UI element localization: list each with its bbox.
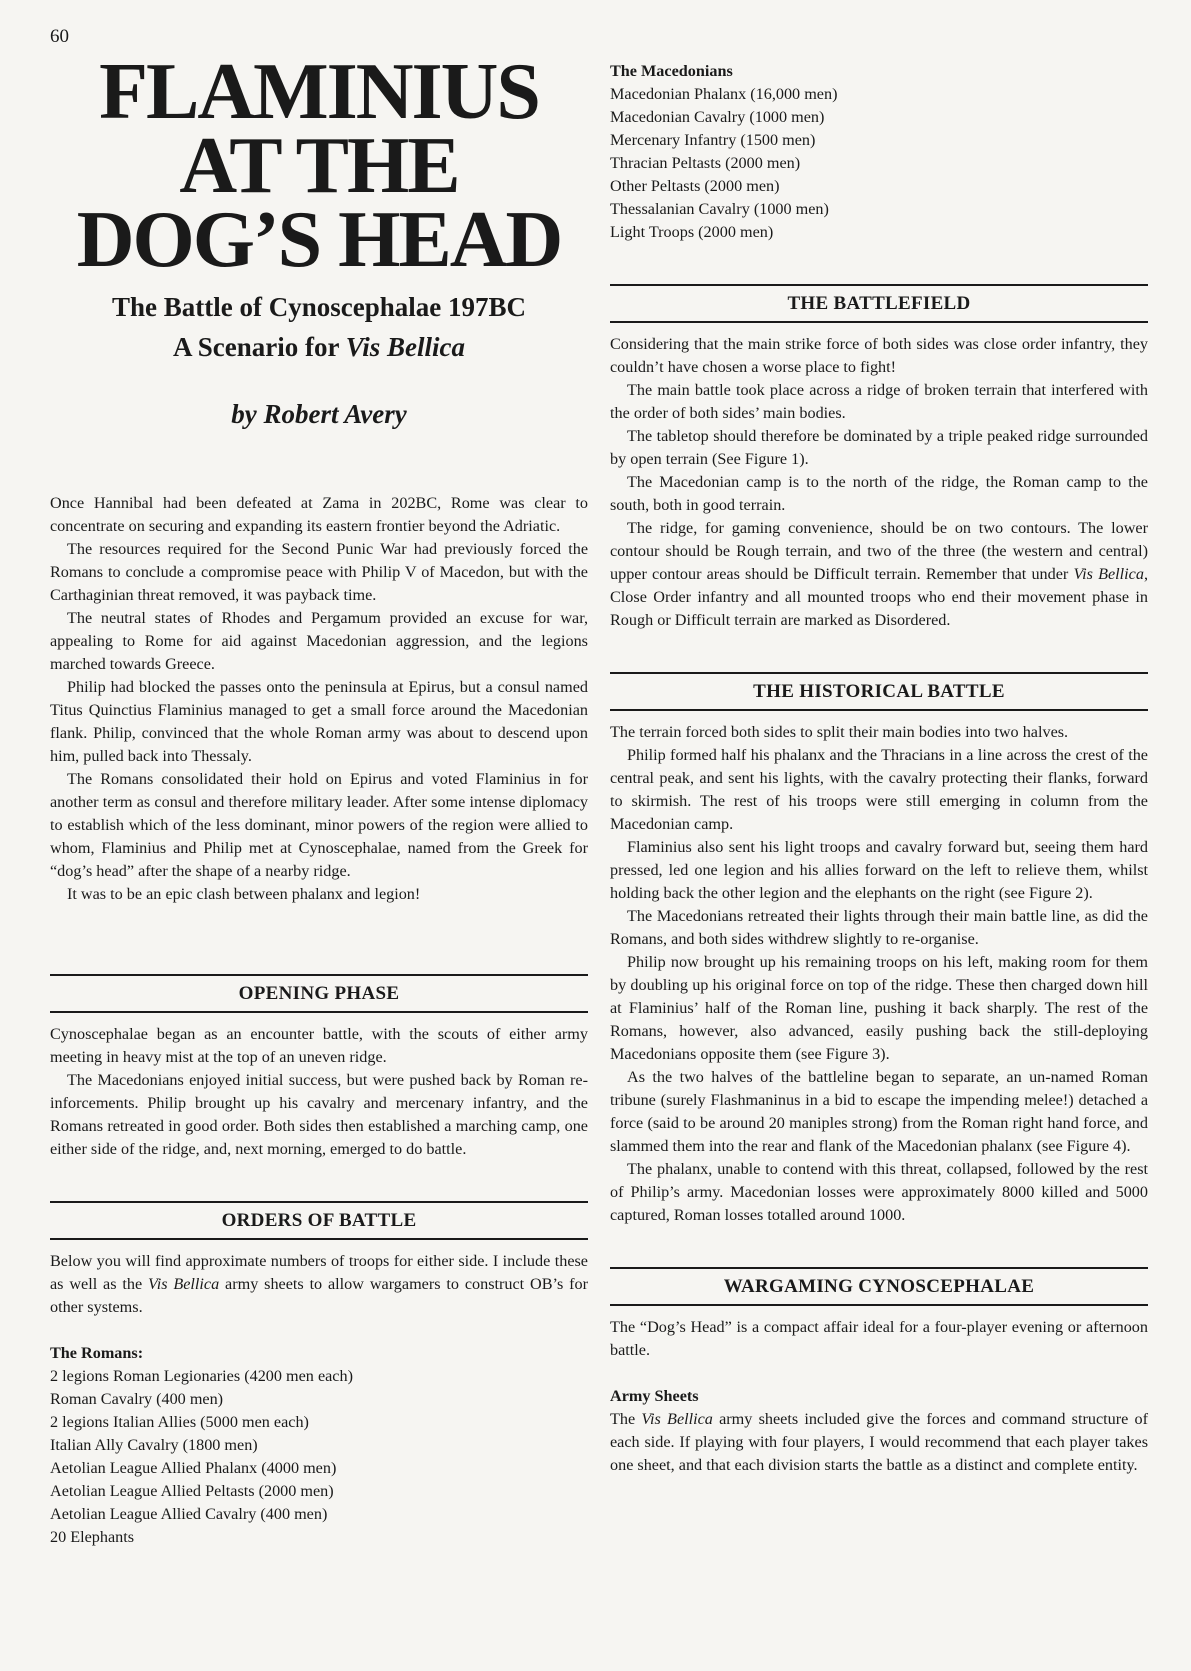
opening-phase-heading: OPENING PHASE: [50, 974, 588, 1013]
subtitle-prefix: A Scenario for: [173, 332, 346, 362]
army-sheets-game-name: Vis Bellica: [641, 1410, 713, 1428]
orders-intro-part2: army sheets to allow wargamers to construct OB’s for other systems.: [50, 1275, 589, 1316]
army-sheets-heading: Army Sheets: [610, 1387, 699, 1405]
historical-battle-heading: THE HISTORICAL BATTLE: [610, 672, 1148, 711]
section-paragraph: Philip formed half his phalanx and the Thracians in a line across the crest of the central peak, and sent his lights, with the cavalry protecting their flanks, forward to skirmish. The rest of his troops were still emerging in column from the Macedonian camp.: [610, 746, 1148, 833]
macedonian-unit: Thracian Peltasts (2000 men): [610, 154, 801, 172]
macedonians-heading: The Macedonians: [610, 62, 733, 80]
battlefield-last-part1: The ridge, for gaming convenience, should be on two contours. The lower contour should be Rough terrain, and two of the three (the western and central) upper contour areas should be Difficult terrain. Remember that under: [610, 519, 1148, 583]
army-sheets-paragraph: [610, 1408, 1148, 1477]
article-title: [50, 48, 588, 284]
roman-unit: Aetolian League Allied Peltasts (2000 men): [50, 1482, 334, 1500]
section-paragraph: Flaminius also sent his light troops and cavalry forward but, seeing them hard pressed, led one legion and his allies forward on the left to relieve them, whilst holding back the other legion and the elephants on the right (see Figure 2).: [610, 838, 1148, 902]
orders-intro-part1: Below you will find approximate numbers of troops for either side. I include these as well as the: [50, 1252, 588, 1293]
intro-paragraph: It was to be an epic clash between phalanx and legion!: [67, 885, 421, 903]
left-column: [50, 48, 589, 1549]
section-paragraph: As the two halves of the battleline began to separate, an un-named Roman tribune (surely Flashmaninus in a bid to escape the impending melee!) detached a force (said to be around 20 maniples strong) from the Roman right hand force, and slammed them into the rear and flank of the Macedonian phalanx (see Figure 4).: [610, 1068, 1148, 1155]
army-sheets-part1: The: [610, 1410, 642, 1428]
romans-heading: The Romans:: [50, 1344, 144, 1362]
historical-battle-section: [610, 672, 1148, 1227]
battlefield-section: [610, 284, 1148, 632]
section-paragraph: The Macedonian camp is to the north of the ridge, the Roman camp to the south, both in good terrain.: [610, 473, 1148, 514]
title-line-2: AT THE: [179, 122, 459, 210]
section-paragraph: The terrain forced both sides to split their main bodies into two halves.: [610, 723, 1069, 741]
intro-paragraph: The Romans consolidated their hold on Epirus and voted Flaminius in for another term as consul and therefore military leader. After some intense diplomacy to establish which of the less dominant, minor powers of the region were allied to whom, Flaminius and Philip met at Cynoscephalae, named from the Greek for “dog’s head” after the shape of a nearby ridge.: [50, 770, 588, 880]
macedonian-unit: Macedonian Cavalry (1000 men): [610, 108, 825, 126]
section-paragraph: The tabletop should therefore be dominated by a triple peaked ridge surrounded by open terrain (See Figure 1).: [610, 427, 1148, 468]
roman-unit: Aetolian League Allied Phalanx (4000 men): [50, 1459, 337, 1477]
roman-unit: Roman Cavalry (400 men): [50, 1390, 224, 1408]
byline: by Robert Avery: [231, 399, 407, 429]
intro-paragraph: Once Hannibal had been defeated at Zama in 202BC, Rome was clear to concentrate on securing and expanding its eastern frontier beyond the Adriatic.: [50, 494, 588, 535]
intro-paragraph: The neutral states of Rhodes and Pergamum provided an excuse for war, appealing to Rome for aid against Macedonian aggression, and the legions marched towards Greece.: [50, 609, 588, 673]
macedonian-unit: Other Peltasts (2000 men): [610, 177, 780, 195]
right-column: [610, 60, 1148, 1477]
roman-unit: 2 legions Roman Legionaries (4200 men each): [50, 1367, 353, 1385]
intro-paragraph: The resources required for the Second Punic War had previously forced the Romans to conclude a compromise peace with Philip V of Macedon, but with the Carthaginian threat removed, it was payback time.: [50, 540, 588, 604]
wargaming-section: [610, 1267, 1148, 1477]
macedonians-list: [610, 60, 1148, 244]
macedonian-unit: Macedonian Phalanx (16,000 men): [610, 85, 838, 103]
section-paragraph: Cynoscephalae began as an encounter battle, with the scouts of either army meeting in heavy mist at the top of an uneven ridge.: [50, 1025, 588, 1066]
title-line-3: DOG’S HEAD: [76, 196, 562, 284]
orders-of-battle-section: [50, 1201, 588, 1549]
roman-unit: 20 Elephants: [50, 1528, 135, 1546]
macedonian-unit: Thessalanian Cavalry (1000 men): [610, 200, 829, 218]
battlefield-game-name: Vis Bellica: [1073, 565, 1144, 583]
wargaming-intro: The “Dog’s Head” is a compact affair ideal for a four-player evening or afternoon battle.: [610, 1318, 1148, 1359]
section-paragraph: The main battle took place across a ridge of broken terrain that interfered with the order of both sides’ main bodies.: [610, 381, 1148, 422]
intro-paragraph: Philip had blocked the passes onto the peninsula at Epirus, but a consul named Titus Quinctius Flaminius managed to get a small force around the Macedonian flank. Philip, convinced that the whole Roman army was about to descend upon him, pulled back into Thessaly.: [50, 678, 588, 765]
macedonian-unit: Mercenary Infantry (1500 men): [610, 131, 816, 149]
battlefield-heading: THE BATTLEFIELD: [610, 284, 1148, 323]
article-subtitle: [50, 287, 588, 367]
romans-list: [50, 1342, 588, 1549]
wargaming-heading: WARGAMING CYNOSCEPHALAE: [610, 1267, 1148, 1306]
section-paragraph: Considering that the main strike force of both sides was close order infantry, they couldn’t have chosen a worse place to fight!: [610, 335, 1148, 376]
macedonian-unit: Light Troops (2000 men): [610, 223, 774, 241]
army-sheets-part2: army sheets included give the forces and command structure of each side. If playing with four players, I would recommend that each player takes one sheet, and that each division starts the battle as a distinct and complete entity.: [610, 1410, 1148, 1474]
battlefield-last-part2: , Close Order infantry and all mounted troops who end their movement phase in Rough or Difficult terrain are marked as Disordered.: [610, 565, 1148, 629]
article-header: [50, 48, 588, 430]
orders-of-battle-heading: ORDERS OF BATTLE: [50, 1201, 588, 1240]
section-paragraph: The phalanx, unable to contend with this threat, collapsed, followed by the rest of Philip’s army. Macedonian losses were approximately 8000 killed and 5000 captured, Roman losses totalled around 1000.: [610, 1160, 1148, 1224]
roman-unit: Italian Ally Cavalry (1800 men): [50, 1436, 258, 1454]
roman-unit: 2 legions Italian Allies (5000 men each): [50, 1413, 309, 1431]
page-number: 60: [50, 26, 69, 47]
orders-intro-game-name: Vis Bellica: [148, 1275, 220, 1293]
section-paragraph: The Macedonians retreated their lights through their main battle line, as did the Romans, and both sides withdrew slightly to re-organise.: [610, 907, 1148, 948]
intro-section: [50, 492, 588, 906]
subtitle-game-name: Vis Bellica: [345, 332, 465, 362]
section-paragraph: [610, 517, 1148, 632]
subtitle-line-2: [50, 327, 588, 367]
opening-phase-section: [50, 974, 588, 1161]
subtitle-line-1: The Battle of Cynoscephalae 197BC: [112, 292, 526, 322]
section-paragraph: Philip now brought up his remaining troops on his left, making room for them by doubling up his original force on top of the ridge. These then charged down hill at Flaminius’ half of the Roman line, pushing it back sharply. The rest of the Romans, however, also advanced, easily pushing back the still-deploying Macedonians opposite them (see Figure 3).: [610, 953, 1148, 1063]
title-line-1: FLAMINIUS: [99, 48, 539, 136]
roman-unit: Aetolian League Allied Cavalry (400 men): [50, 1505, 328, 1523]
section-paragraph: The Macedonians enjoyed initial success, but were pushed back by Roman re-inforcements. Philip brought up his cavalry and mercenary infantry, and the Romans retreated in good order. Both sides then established a marching camp, one either side of the ridge, and, next morning, emerged to do battle.: [50, 1071, 588, 1158]
orders-intro: [50, 1250, 588, 1319]
